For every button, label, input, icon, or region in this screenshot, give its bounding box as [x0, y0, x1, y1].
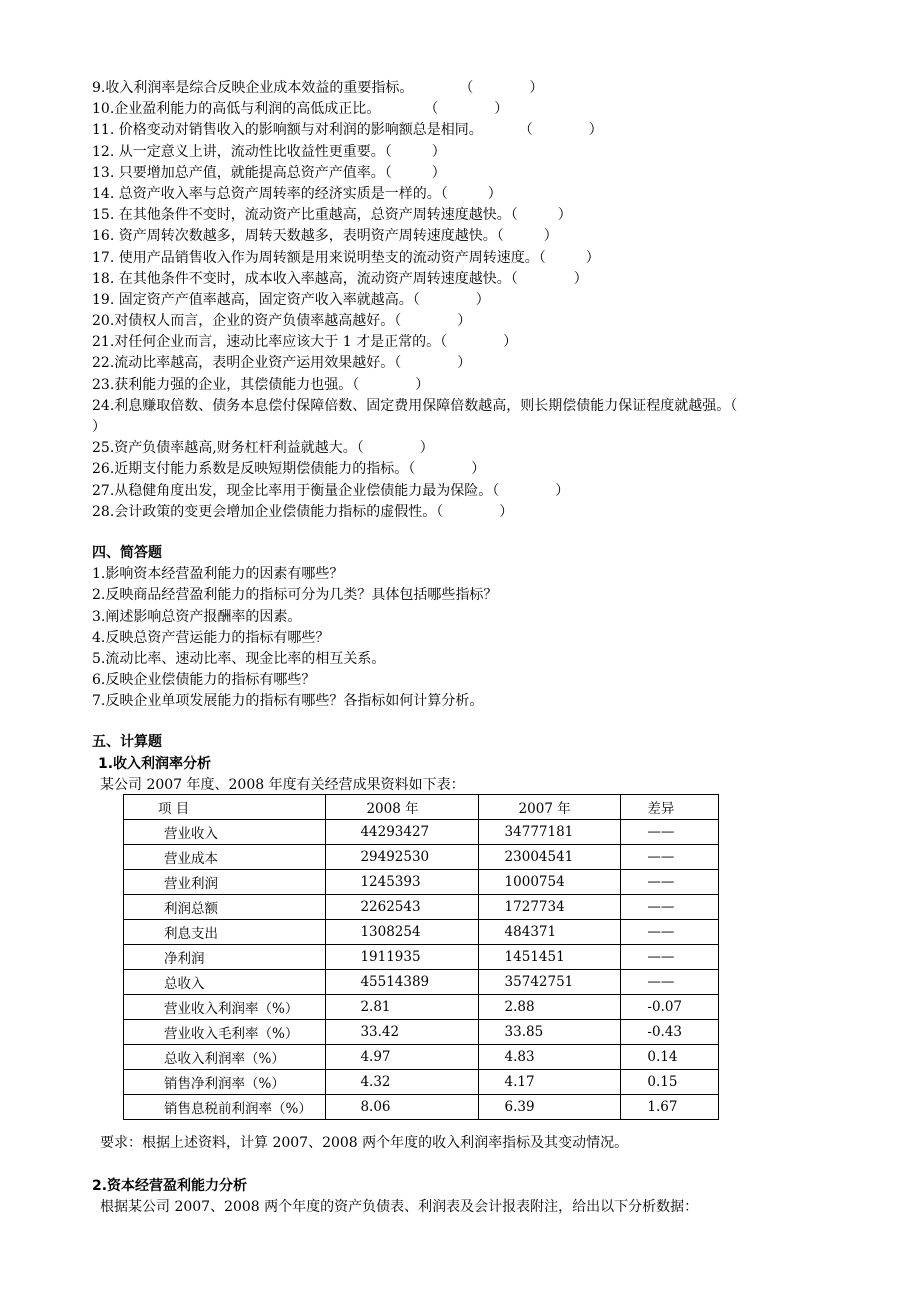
question-19: 19. 固定资产产值率越高，固定资产收入率就越高。（ ）: [92, 291, 490, 308]
short-question-3: 3.阐述影响总资产报酬率的因素。: [92, 608, 302, 625]
table-cell: 33.85: [478, 1020, 621, 1045]
table-cell: 营业收入利润率（%）: [124, 995, 326, 1020]
table-cell: 4.32: [326, 1070, 478, 1095]
table-header-cell: 项 目: [124, 795, 326, 820]
short-question-5: 5.流动比率、速动比率、现金比率的相互关系。: [92, 650, 386, 667]
table-cell: 总收入: [124, 970, 326, 995]
table-cell: 29492530: [326, 845, 478, 870]
table-cell: 0.14: [621, 1045, 719, 1070]
table-row: [124, 895, 719, 920]
table-body: [124, 795, 719, 1120]
table-row: [124, 920, 719, 945]
table-cell: 484371: [478, 920, 621, 945]
table-cell: 34777181: [478, 820, 621, 845]
table-cell: 1911935: [326, 945, 478, 970]
table-cell: ——: [621, 870, 719, 895]
table-cell: 44293427: [326, 820, 478, 845]
question-22: 22.流动比率越高，表明企业资产运用效果越好。（ ）: [92, 355, 472, 372]
table-cell: 8.06: [326, 1095, 478, 1120]
table-cell: 1727734: [478, 895, 621, 920]
question-27: 27.从稳健角度出发，现金比率用于衡量企业偿债能力最为保险。（ ）: [92, 482, 570, 499]
question-28: 28.会计政策的变更会增加企业偿债能力指标的虚假性。（ ）: [92, 503, 514, 520]
table-cell: 2262543: [326, 895, 478, 920]
table-cell: 2.81: [326, 995, 478, 1020]
table-cell: 0.15: [621, 1070, 719, 1095]
question-9: 9.收入利润率是综合反映企业成本效益的重要指标。 （ ）: [92, 80, 544, 96]
table-cell: ——: [621, 920, 719, 945]
table-cell: ——: [621, 970, 719, 995]
calc-question-2-intro: 根据某公司 2007、2008 两个年度的资产负债表、利润表及会计报表附注，给出以下分析数据：: [100, 1199, 699, 1215]
table-row: [124, 970, 719, 995]
table-row: [124, 1045, 719, 1070]
question-25: 25.资产负债率越高,财务杠杆利益就越大。（ ）: [92, 440, 434, 457]
table-cell: 1000754: [478, 870, 621, 895]
question-21: 21.对任何企业而言，速动比率应该大于 1 才是正常的。（ ）: [92, 334, 518, 351]
question-23: 23.获利能力强的企业，其偿债能力也强。（ ）: [92, 376, 430, 393]
table-cell: 45514389: [326, 970, 478, 995]
table-header-cell: 差异: [621, 795, 719, 820]
table-cell: 利息支出: [124, 920, 326, 945]
question-20: 20.对债权人而言，企业的资产负债率越高越好。（ ）: [92, 313, 472, 330]
table-cell: 6.39: [478, 1095, 621, 1120]
short-question-6: 6.反映企业偿债能力的指标有哪些？: [92, 672, 316, 689]
table-cell: 23004541: [478, 845, 621, 870]
question-13: 13. 只要增加总产值，就能提高总资产产值率。（ ）: [92, 164, 446, 181]
table-row: [124, 1070, 719, 1095]
question-11: 11. 价格变动对销售收入的影响额与对利润的影响额总是相同。 （ ）: [92, 122, 603, 139]
question-17: 17. 使用产品销售收入作为周转额是用来说明垫支的流动资产周转速度。（ ）: [92, 249, 600, 266]
calc-question-1-intro: 某公司 2007 年度、2008 年度有关经营成果资料如下表：: [100, 777, 465, 793]
table-cell: 1451451: [478, 945, 621, 970]
section-4-title: 四、简答题: [92, 544, 162, 561]
table-cell: ——: [621, 845, 719, 870]
table-row: [124, 870, 719, 895]
table-row: [124, 1095, 719, 1120]
short-question-4: 4.反映总资产营运能力的指标有哪些？: [92, 629, 330, 646]
table-cell: 营业利润: [124, 870, 326, 895]
table-cell: 4.83: [478, 1045, 621, 1070]
table-cell: 营业成本: [124, 845, 326, 870]
question-16: 16. 资产周转次数越多，周转天数越多，表明资产周转速度越快。（ ）: [92, 228, 558, 245]
table-cell: ——: [621, 820, 719, 845]
table-header-cell: 2007 年: [478, 795, 621, 820]
short-question-1: 1.影响资本经营盈利能力的因素有哪些？: [92, 566, 344, 583]
short-question-2: 2.反映商品经营盈利能力的指标可分为几类？具体包括哪些指标？: [92, 587, 498, 604]
question-14: 14. 总资产收入率与总资产周转率的经济实质是一样的。（ ）: [92, 185, 502, 202]
calc-question-1-title: 1.收入利润率分析: [98, 755, 212, 772]
table-cell: 净利润: [124, 945, 326, 970]
table-row: [124, 1020, 719, 1045]
table-cell: 营业收入毛利率（%）: [124, 1020, 326, 1045]
calc-question-2-title: 2.资本经营盈利能力分析: [92, 1178, 248, 1194]
question-15: 15. 在其他条件不变时，流动资产比重越高，总资产周转速度越快。（ ）: [92, 207, 572, 224]
section-5-title: 五、计算题: [92, 734, 162, 751]
table-cell: 33.42: [326, 1020, 478, 1045]
operating-results-table: [123, 794, 719, 1120]
table-cell: -0.07: [621, 995, 719, 1020]
table-cell: 1308254: [326, 920, 478, 945]
table-cell: -0.43: [621, 1020, 719, 1045]
table-row: [124, 845, 719, 870]
table-cell: 4.97: [326, 1045, 478, 1070]
table-cell: ——: [621, 895, 719, 920]
table-cell: 35742751: [478, 970, 621, 995]
table-row: [124, 820, 719, 845]
table-cell: 营业收入: [124, 820, 326, 845]
table-cell: 2.88: [478, 995, 621, 1020]
question-24-close: ）: [92, 419, 106, 435]
table-row: [124, 945, 719, 970]
question-10: 10.企业盈利能力的高低与利润的高低成正比。 （ ）: [92, 101, 509, 118]
table-cell: 1.67: [621, 1095, 719, 1120]
question-26: 26.近期支付能力系数是反映短期偿债能力的指标。（ ）: [92, 461, 486, 478]
table-cell: 总收入利润率（%）: [124, 1045, 326, 1070]
table-cell: 1245393: [326, 870, 478, 895]
calc-question-1-requirement: 要求：根据上述资料，计算 2007、2008 两个年度的收入利润率指标及其变动情况。: [100, 1135, 629, 1151]
question-12: 12. 从一定意义上讲，流动性比收益性更重要。（ ）: [92, 143, 446, 160]
question-18: 18. 在其他条件不变时，成本收入率越高，流动资产周转速度越快。（ ）: [92, 270, 588, 287]
table-header-cell: 2008 年: [326, 795, 478, 820]
document-page: [92, 78, 832, 775]
table-cell: ——: [621, 945, 719, 970]
question-24: 24.利息赚取倍数、债务本息偿付保障倍数、固定费用保障倍数越高，则长期偿债能力保证程度就越强。（: [92, 397, 738, 414]
short-question-7: 7.反映企业单项发展能力的指标有哪些？各指标如何计算分析。: [92, 693, 484, 710]
table-cell: 销售净利润率（%）: [124, 1070, 326, 1095]
table-cell: 利润总额: [124, 895, 326, 920]
table-cell: 4.17: [478, 1070, 621, 1095]
table-row: [124, 995, 719, 1020]
table-cell: 销售息税前利润率（%）: [124, 1095, 326, 1120]
table-header-row: [124, 795, 719, 820]
